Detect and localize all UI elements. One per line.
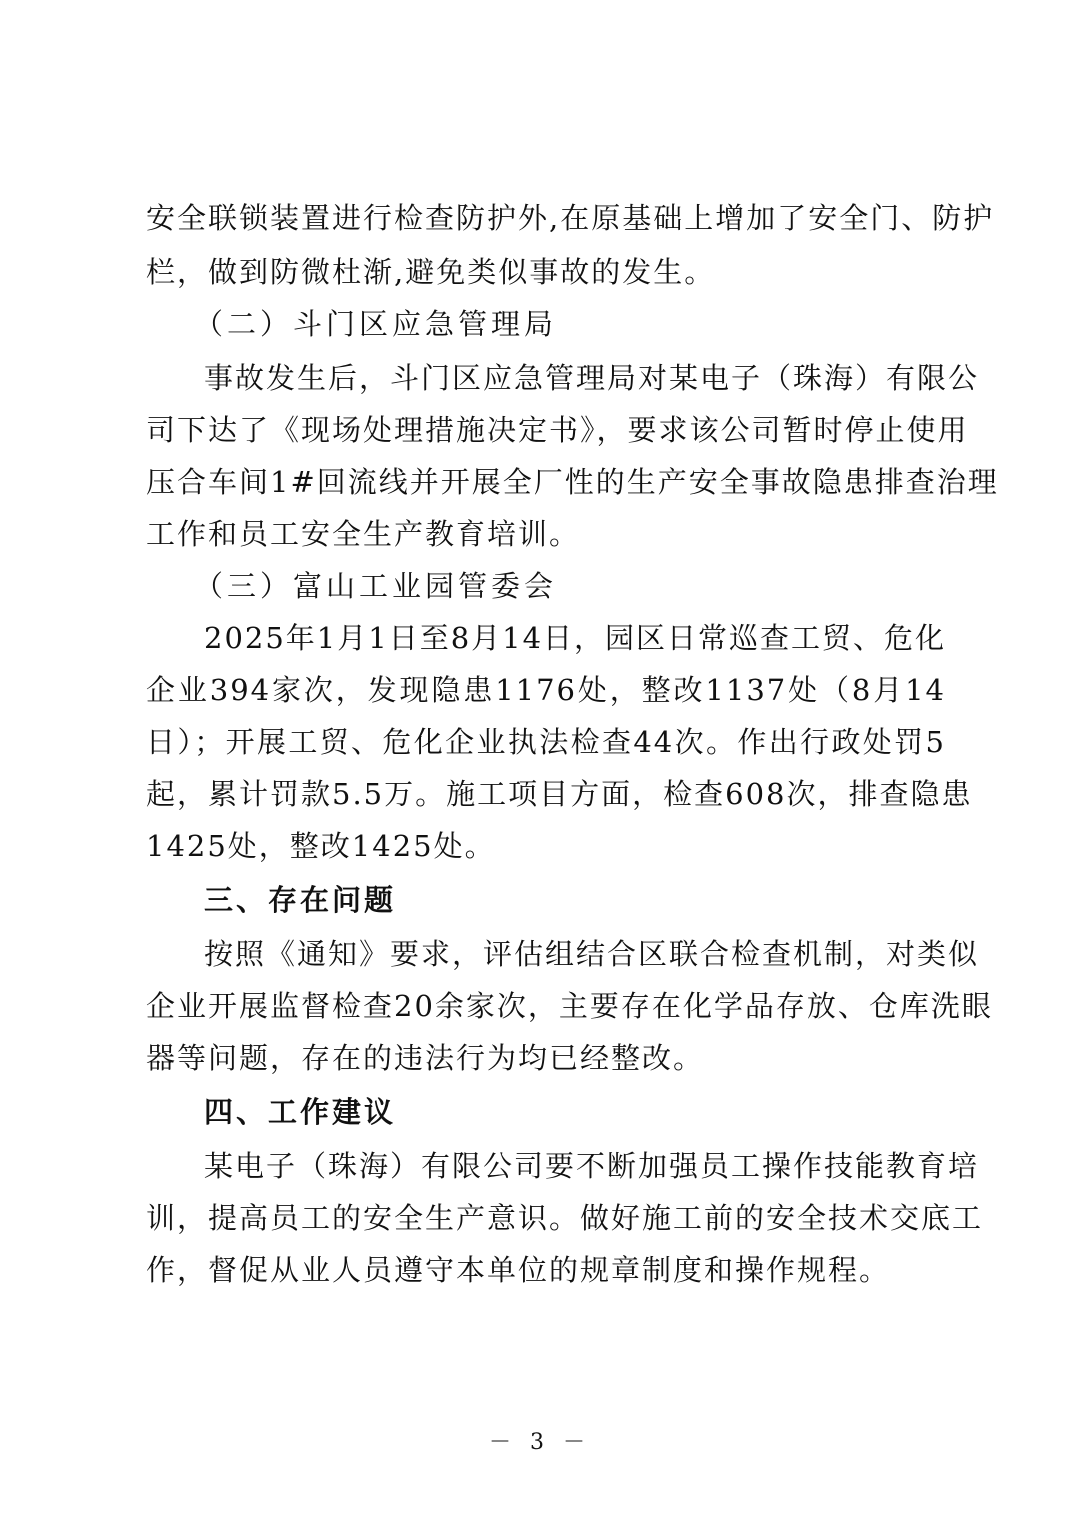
paragraph-line: 日）；开展工贸、危化企业执法检查44次。作出行政处罚5 <box>146 725 946 759</box>
paragraph-line: 司下达了《现场处理措施决定书》，要求该公司暂时停止使用 <box>146 413 969 447</box>
paragraph-line: 安全联锁装置进行检查防护外,在原基础上增加了安全门、防护 <box>146 201 995 235</box>
subsection-heading: （三）富山工业园管委会 <box>194 569 558 603</box>
paragraph-line: 训，提高员工的安全生产意识。做好施工前的安全技术交底工 <box>146 1201 984 1235</box>
paragraph-line: 器等问题，存在的违法行为均已经整改。 <box>146 1041 705 1075</box>
subsection-heading: （二）斗门区应急管理局 <box>194 307 558 341</box>
section-heading: 四、工作建议 <box>204 1095 397 1129</box>
paragraph-line: 1425处，整改1425处。 <box>146 829 496 863</box>
paragraph-line: 起，累计罚款5.5万。施工项目方面，检查608次，排查隐患 <box>146 777 973 811</box>
paragraph-line: 工作和员工安全生产教育培训。 <box>146 517 581 551</box>
page-number: － 3 － <box>489 1430 591 1455</box>
paragraph-line: 2025年1月1日至8月14日，园区日常巡查工贸、危化 <box>204 621 947 655</box>
paragraph-line: 事故发生后，斗门区应急管理局对某电子（珠海）有限公 <box>204 361 980 395</box>
paragraph-line: 企业394家次，发现隐患1176处，整改1137处（8月14 <box>146 673 946 707</box>
paragraph-line: 某电子（珠海）有限公司要不断加强员工操作技能教育培 <box>204 1149 980 1183</box>
paragraph-line: 按照《通知》要求，评估组结合区联合检查机制，对类似 <box>204 937 980 971</box>
paragraph-line: 作，督促从业人员遵守本单位的规章制度和操作规程。 <box>146 1253 891 1287</box>
paragraph-line: 栏，做到防微杜渐,避免类似事故的发生。 <box>146 255 716 289</box>
paragraph-line: 压合车间1#回流线并开展全厂性的生产安全事故隐患排查治理 <box>146 465 999 499</box>
paragraph-line: 企业开展监督检查20余家次，主要存在化学品存放、仓库洗眼 <box>146 989 993 1023</box>
section-heading: 三、存在问题 <box>204 883 397 917</box>
